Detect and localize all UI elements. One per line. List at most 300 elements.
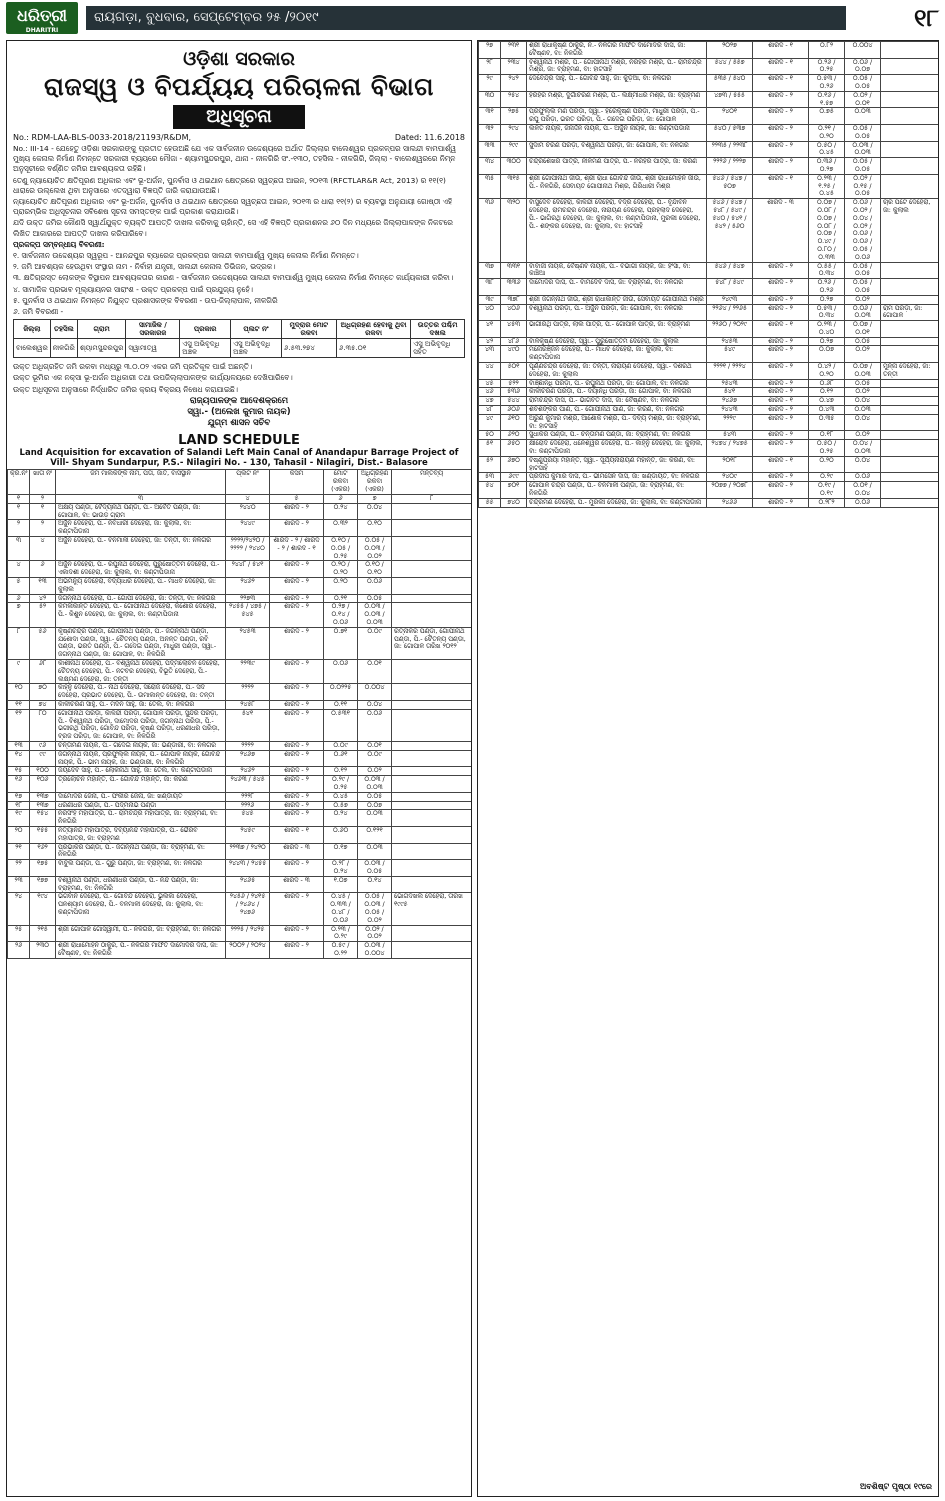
- cell-total: ୦.୧୭: [324, 843, 358, 860]
- cell-kisam: ଶାରଦ - ୧: [753, 321, 809, 338]
- schedule-subtitle: Land Acquisition for excavation of Salandi Left Main Canal of Anandapur Barrage Project of: [19, 447, 459, 458]
- cell-sl: ୪୮: [479, 406, 501, 415]
- table-row: [479, 158, 940, 175]
- notice-paragraph: ଯଦି ଉକ୍ତ ଜମିର କୌଣସି ସ୍ୱାର୍ଥଯୁକ୍ତ ବ୍ୟକ୍ତି ଆପତ୍ତି ଦାଖଲ କରିବାକୁ ଚାହାଁନ୍ତି, ସେ ଏହି ବିଜ୍ଞପ୍ତି ପ୍ରକାଶନର ୬୦ ଦିନ ମଧ୍ୟରେ ଜିଲ୍ଲାପାଳଙ୍କ ନିକଟରେ ଲିଖିତ ଆକାରରେ ଆପତ୍ତି ଦାଖଲ କରିପାରିବେ।: [13, 218, 453, 238]
- cell-owner: ଗୋପୀନାଥ ପରିଡ଼ା, କାଳିନ୍ଦୀ ପରିଡ଼ା, ଗୋପାଳ ପରିଡ଼ା, ସୁନ୍ଦର ପରିଡ଼ା, ପି.- ବିଶ୍ୱନାଥ ପରିଡ଼ା, ଦାମୋଦର ପରିଡ଼ା, ଜଗନ୍ନାଥ ପରିଡ଼ା, ପି.- ଭଗୀରଥି ପରିଡ଼ା, ଗୋବିନ୍ଦ ପରିଡ଼ା, କୃଷ୍ଣ ପରିଡ଼ା, ଧରଣୀଧର ପରିଡ଼ା, ବ୍ରଜ ପରିଡ଼ା, ଜା: ଗୋପାଳ, ବା: ନିଳଗିରି: [56, 709, 226, 741]
- cell-sl: ୧୨: [8, 709, 30, 741]
- notice-paragraph: ନ୍ୟାୟୋଚିତ କ୍ଷତିପୂରଣ ଅଧିକାର ଏବଂ ଭୂ-ଅର୍ଜନ, ପୁନର୍ବାସ ଓ ଥଇଥାନ କ୍ଷେତ୍ରରେ ସ୍ୱଚ୍ଛତା ଆଇନ, ୨୦୧୩ ର ଧାରା ୧୧(୨) ର ବ୍ୟବସ୍ଥା ଅନୁଯାୟୀ ଗୋଷ୍ଠୀ ଏହି ପ୍ରାରମ୍ଭିକ ଅଧିସୂଚନାର ସବିଶେଷ ସୂଚନା ସମସ୍ତଙ୍କ ପାଇଁ ପ୍ରକାଶ କରାଯାଉଛି।: [13, 197, 453, 217]
- cell-rem: [392, 603, 472, 627]
- cell-acq: ୦.୦୫: [358, 594, 392, 603]
- table-row: [479, 379, 940, 388]
- land-table-header: ଉତ୍ତର ପଶ୍ଚିମ ଦଖଲ: [411, 320, 465, 339]
- cell-total: ୦.୩୨: [324, 520, 358, 537]
- cell-total: ୦.୫୦ / ୦.୨୫: [809, 440, 845, 457]
- cell-rem: [881, 440, 940, 457]
- table-row: [8, 741, 472, 750]
- cell-total: ୦.୪୭: [809, 397, 845, 406]
- table-row: [8, 684, 472, 701]
- cell-sl: ୩୯: [479, 295, 501, 304]
- cell-khata: ୨୯୪: [501, 124, 527, 141]
- cell-sl: ୨୨: [8, 860, 30, 877]
- cell-sl: ୪୪: [479, 363, 501, 380]
- ref-date: Dated: 11.6.2018: [394, 133, 465, 142]
- cell-rem: [392, 709, 472, 741]
- cell-rem: [881, 279, 940, 296]
- cell-kisam: ଶାରଦ - ୨: [270, 942, 324, 959]
- cell-khata: ୫୩୬: [501, 388, 527, 397]
- cell-owner: କାଶୀନାଥ ଦେହେରା, ପି.- ବିଶ୍ୱନାଥ ଦେହେରା, ପଦ୍ମଲୋଚନ ଦେହେରା, ଚୈତନ୍ୟ ଦେହେରା, ପି.- ନଟବର ଦେହେରା, ବିଭୂତି ଦେହେରା, ପି.- ଲକ୍ଷ୍ମଣ ଦେହେରା, ଜା: ତନ୍ତୀ: [56, 660, 226, 684]
- cell-rem: [392, 520, 472, 537]
- cell-sl: ୪୫: [479, 379, 501, 388]
- table-row: [479, 363, 940, 380]
- cell-total: ୦.୩୬ / ୦.୨୭: [809, 158, 845, 175]
- cell-owner: ଚିନ୍ତାମଣି ନାୟକ, ପି.- ଗଦେଇ ନାୟକ, ଜା: ଭଣ୍ଡାରୀ, ବା: ନିଳଗିରି: [56, 741, 226, 750]
- notice-point: ୫. ପୁନର୍ବାସ ଓ ଥଇଥାନ ନିମନ୍ତେ ନିଯୁକ୍ତ ପ୍ରଶାସକଙ୍କ ବିବରଣୀ - ଉପ-ଜିଲ୍ଲାପାଳ, ନୀଳଗିରି: [13, 295, 278, 305]
- cell-sl: ୩୬: [479, 199, 501, 262]
- cell-kisam: ଶାରଦ - ୧: [753, 75, 809, 92]
- table-row: [479, 431, 940, 440]
- cell-total: ୦.୨୩ / ୦.୪୦: [809, 321, 845, 338]
- cell-sl: ୩୮: [479, 279, 501, 296]
- schedule-col-number: ୫: [270, 494, 324, 503]
- cell-total: ୦.୫୫ / ୦.୩୪: [809, 262, 845, 279]
- cell-sl: ୧୯: [8, 810, 30, 827]
- cell-acq: ୦.୦୫ / ୦.୦୫: [845, 262, 881, 279]
- schedule-header: ଖାତା ନଂ: [30, 469, 56, 494]
- notice-state: ଓଡ଼ିଶା ସରକାର: [183, 48, 295, 70]
- cell-sl: ୩୨: [479, 124, 501, 141]
- land-table-header: ତହସିଲ: [50, 320, 77, 339]
- cell-owner: ଦାମୋଦର ଜେନା, ପି.- ଫକୀର ଜେନା, ଜା: ଖଣ୍ଡାୟତ: [56, 792, 226, 801]
- cell-total: ୦.୬୧: [324, 750, 358, 767]
- cell-acq: ୦.୦୫ / ୦.୦୫: [845, 124, 881, 141]
- cell-plot: ୨୪୫୩: [226, 627, 270, 659]
- land-table-cell: ୬.୩୫.୦୧: [336, 339, 410, 358]
- cell-rem: [392, 561, 472, 578]
- table-row: [8, 750, 472, 767]
- cell-rem: [881, 295, 940, 304]
- cell-acq: ୦.୦୩: [845, 406, 881, 415]
- cell-acq: ୦.୦୬: [358, 578, 392, 595]
- cell-plot: ୨୦୨୭: [707, 42, 753, 59]
- cell-khata: ୯୯: [30, 750, 56, 767]
- cell-rem: [392, 660, 472, 684]
- cell-khata: ୩୦୦: [501, 158, 527, 175]
- cell-acq: ୦.୦୬ / ୦.୦୨ / ୦.୦୪ / ୦.୦୨ / ୦.୦୬ / ୦.୦୬ / ୦.୦୫ / ୦.୦୬: [845, 199, 881, 262]
- cell-khata: ୨୫୪: [501, 91, 527, 108]
- cell-khata: ୩୭୮: [501, 295, 527, 304]
- cell-total: ୦.୦୬: [324, 660, 358, 684]
- cell-sl: ୪: [8, 561, 30, 578]
- cell-sl: ୬: [8, 594, 30, 603]
- cell-total: ୦.୨୬ / ୦.୨୫: [809, 58, 845, 75]
- cell-khata: ୬୦୬: [501, 406, 527, 415]
- cell-acq: ୦.୦୨ / ୦.୦୨: [358, 925, 392, 942]
- cell-plot: ୨୪୦୯: [707, 473, 753, 482]
- cell-rem: [392, 700, 472, 709]
- cell-sl: ୩୪: [479, 158, 501, 175]
- cell-khata: ୨୩୦: [30, 942, 56, 959]
- cell-plot: ୨୨୬୦ / ୨୦୨୯: [707, 321, 753, 338]
- cell-owner: ନରସିଂହ ମହାପାତ୍ର, ପି.- ରାମଚନ୍ଦ୍ର ମହାପାତ୍ର, ଜା: ବ୍ରାହ୍ମଣ, ବା: ନିଳଗିରି: [56, 810, 226, 827]
- cell-total: ୦.୭୫: [809, 108, 845, 125]
- cell-acq: ୦.୧୦ / ୦.୧୦: [358, 561, 392, 578]
- cell-rem: ଚାରି ପଟେ ଦେହେରା, ଜା: କୁଲାଲ: [881, 199, 940, 262]
- cell-acq: ୦.୦୫ / ୦.୦୩ / ୦.୦୫ / ୦.୦୨: [358, 893, 392, 925]
- table-row: [479, 174, 940, 198]
- table-row: [479, 304, 940, 321]
- table-row: [8, 603, 472, 627]
- cell-sl: ୧୭: [8, 792, 30, 801]
- cell-rem: [392, 810, 472, 827]
- cell-khata: ୩୩୧: [501, 262, 527, 279]
- cell-acq: ୦.୦୫ / ୦.୦୫: [845, 279, 881, 296]
- schedule-header: କ୍ର.ନଂ: [8, 469, 30, 494]
- cell-sl: ୧୩: [8, 741, 30, 750]
- cell-kisam: ଶାରଦ - ୨: [270, 578, 324, 595]
- land-table-cell: ସ୍ୱାମୀତ୍ୱ: [126, 339, 180, 358]
- cell-acq: ୦.୦୫: [845, 337, 881, 346]
- cell-rem: [881, 414, 940, 431]
- cell-plot: ୫୪୯: [707, 346, 753, 363]
- cell-acq: ୦.୧୦: [358, 520, 392, 537]
- cell-kisam: ଶାରଦ - ୨: [270, 520, 324, 537]
- cell-kisam: ଶାରଦ - ୨: [270, 767, 324, 776]
- cell-owner: ଶ୍ରୀ ଗୋପୀନାଥ ଜୀଉ, ଶ୍ରୀ ରାଧା ଗୋବିନ୍ଦ ଜୀଉ, ଶ୍ରୀ ରାଧାମୋହନ ଜୀଉ, ପି.- ନିଳଗିରି, ସେବାୟତ ଗୋପୀନାଥ ମିଶ୍ର, ଗିରିଧାରୀ ମିଶ୍ର: [527, 174, 707, 198]
- cell-total: ୦.୪୫: [324, 792, 358, 801]
- cell-rem: [392, 843, 472, 860]
- cell-acq: ୦.୦୭ / ୦.୦୩: [845, 363, 881, 380]
- table-row: [8, 801, 472, 810]
- cell-acq: ୦.୦୯: [358, 750, 392, 767]
- cell-sl: ୫୧: [479, 440, 501, 457]
- cell-owner: ଅର୍ଜୁନ ଦେହେରା, ପି.- ବନମାଳୀ ଦେହେରା, ଜା: ତନ୍ତୀ, ବା: ନିଳଗିରି: [56, 537, 226, 561]
- cell-owner: ଅକ୍ଷୟ ପଣ୍ଡା, ବୈଦ୍ୟନାଥ ପଣ୍ଡା, ପି.- ଅବୈତ ପଣ୍ଡା, ଜା: ଗୋପାଳ, ବା: ଭାଉଡ଼ ଗ୍ରାମ: [56, 503, 226, 520]
- cell-acq: ୦.୦୫: [845, 379, 881, 388]
- signature-designation: ଯୁଗ୍ମ ଶାସନ ସଚିବ: [207, 417, 271, 428]
- cell-kisam: ଶାରଦ - ୨: [753, 108, 809, 125]
- cell-khata: ୭୪: [30, 700, 56, 709]
- cell-rem: [881, 379, 940, 388]
- dateline: ରାୟଗଡ଼ା, ବୁଧବାର, ସେପ୍ଟେମ୍ବର ୨୫ /୨୦୧୯: [86, 6, 846, 30]
- table-row: [8, 561, 472, 578]
- cell-total: ୦.୧୮: [809, 431, 845, 440]
- cell-plot: ୨୪୬୬: [707, 498, 753, 507]
- cell-plot: ୫୪୧: [226, 709, 270, 741]
- cell-sl: ୨: [8, 520, 30, 537]
- cell-kisam: ଶାରଦ - ୨: [270, 700, 324, 709]
- cell-sl: ୯: [8, 660, 30, 684]
- table-row: [8, 942, 472, 959]
- table-row: [479, 473, 940, 482]
- ref-number: No.: RDM-LAA-BLS-0033-2018/21193/R&DM,: [13, 133, 192, 142]
- cell-plot: ୫୪୦ / ୫୩୭: [707, 124, 753, 141]
- notice-point: ୧. ସାର୍ବଜନୀନ ଉଦ୍ଦେଶ୍ୟର ସ୍ୱରୂପ - ଆନନ୍ଦପୁର ବ୍ୟାରେଜ ପ୍ରକଳ୍ପର ସାଲନ୍ଦୀ ବାମପାର୍ଶ୍ୱ ମୁଖ୍ୟ କେନାଲ ନିର୍ମାଣ ନିମନ୍ତେ।: [13, 251, 359, 261]
- schedule-header: ପ୍ଲଟ ନଂ: [226, 469, 270, 494]
- cell-kisam: ଶାରଦ - ୨: [270, 660, 324, 684]
- table-row: [8, 578, 472, 595]
- cell-plot: ୨୪୪୩: [707, 406, 753, 415]
- cell-plot: ୫୪୮ / ୫୪୯: [707, 279, 753, 296]
- cell-plot: ୨୪୫୬ / ୨୪୧୫ / ୨୪୬୪ / ୨୪୭୬: [226, 893, 270, 925]
- cell-owner: କ୍ଷୀରୋଦ ଦେହେରା, ଧନେଶ୍ୱର ଦେହେରା, ପି.- କାହ୍ନୁ ଦେହେରା, ଜା: କୁଲାଲ, ବା: କଣ୍ଟାପିଡାନା: [527, 440, 707, 457]
- cell-plot: ୨୪୪୦: [226, 503, 270, 520]
- cell-sl: ୧୮: [8, 801, 30, 810]
- cell-sl: ୧୦: [8, 684, 30, 701]
- cell-plot: ୨୨୨୯: [707, 414, 753, 431]
- table-row: [479, 397, 940, 406]
- land-table-cell: ନୀଳଗିରି: [50, 339, 77, 358]
- cell-kisam: ଶାରଦ - ୨: [753, 262, 809, 279]
- cell-acq: ୦.୦୬: [358, 709, 392, 741]
- cell-acq: ୦.୦୨ / ୦.୦୧: [845, 91, 881, 108]
- land-schedule-table-left: [7, 469, 472, 959]
- page-number: ୧୮: [913, 4, 939, 32]
- cell-sl: ୫୫: [479, 498, 501, 507]
- cell-khata: ୨୩୪: [501, 58, 527, 75]
- cell-plot: ୨୨୩୯: [226, 660, 270, 684]
- cell-owner: ଶିବଶଙ୍କର ପାଣି, ପି.- ଗୋପୀନାଥ ପାଣି, ଜା: କରଣ, ବା: ନିଳଗିରି: [527, 406, 707, 415]
- cell-rem: [392, 876, 472, 893]
- cell-sl: ୪୩: [479, 346, 501, 363]
- cell-owner: ଦାମୋଦର ଦାସ, ପି.- ବାମଦେବ ଦାସ, ଜା: ବ୍ରାହ୍ମଣ, ବା: ନିଳଗିରି: [527, 279, 707, 296]
- table-row: [479, 124, 940, 141]
- cell-kisam: ଶାରଦ - ୨: [270, 860, 324, 877]
- cell-rem: [881, 388, 940, 397]
- cell-rem: [881, 321, 940, 338]
- cell-sl: ୨୦: [8, 826, 30, 843]
- cell-owner: ସୁଦାମ ଚରଣ ପରିଡ଼ା, ବିଶ୍ୱନାଥ ପରିଡ଼ା, ଜା: ଗୋପାଳ, ବା: ନିଳଗିରି: [527, 141, 707, 158]
- cell-owner: ଅର୍ଜୁନ ଦେହେରା, ପି.- ରଘୁନାଥ ଦେହେରା, ପୁରୁଷୋତ୍ତମ ଦେହେରା, ପି.- ଏକାଦଶୀ ଦେହେରା, ଜା: କୁଲାଲ, ବା: କଣ୍ଟାପିଡାନା: [56, 561, 226, 578]
- cell-acq: ୦.୦୦୪: [845, 42, 881, 59]
- cell-kisam: ଶାରଦ - ୧: [753, 456, 809, 473]
- cell-owner: ପ୍ରଭାକର ପଣ୍ଡା, ପି.- ଜଗନ୍ନାଥ ପଣ୍ଡା, ଜା: ବ୍ରାହ୍ମଣ, ବା: ନିଳଗିରି: [56, 843, 226, 860]
- cell-khata: ୧୦୬: [30, 776, 56, 793]
- cell-owner: ରାମଚନ୍ଦ୍ର ଦାସ, ପି.- ଭାଗବତ ଦାସ, ଜା: ବୈଷ୍ଣବ, ବା: ନିଳଗିରି: [527, 397, 707, 406]
- cell-acq: ୦.୦୪: [845, 414, 881, 431]
- cell-total: ୦.୧୦ / ୦.୦୫ / ୦.୨୫: [324, 537, 358, 561]
- notice-line: ଉକ୍ତ ଭୂମିର ଏକ ନକ୍ସା ଭୂ-ଅର୍ଜନ ଅଧିକାରୀ ତଥା ଉପଜିଲ୍ଲାପାଳଙ୍କ କାର୍ଯ୍ୟାଳୟରେ ଦେଖିପାରିବେ।: [13, 373, 293, 383]
- table-row: [479, 498, 940, 507]
- cell-rem: [392, 684, 472, 701]
- cell-khata: ୪୮୬: [501, 337, 527, 346]
- cell-plot: ୨୨୨୨/୨୪୨୦ / ୨୨୨୨ / ୨୪୪୦: [226, 537, 270, 561]
- cell-plot: ୪୭୩ / ୫୫୫: [707, 91, 753, 108]
- land-table-cell: ବାଲେଶ୍ୱର: [14, 339, 51, 358]
- cell-acq: ୦.୦୨: [845, 346, 881, 363]
- table-row: [479, 321, 940, 338]
- cell-acq: ୦.୦୩ / ୦.୦୦୪: [358, 942, 392, 959]
- cell-kisam: ଶାରଦ - ୨: [270, 603, 324, 627]
- signature-name: ସ୍ୱା.- (ଅଲେଖ କୁମାର ନାୟକ): [187, 406, 291, 417]
- cell-owner: ବାଞ୍ଛାନିଧି ପରିଡ଼ା, ପି.- ରଘୁନାଥ ପରିଡ଼ା, ଜା: ଗୋପାଳ, ବା: ନିଳଗିରି: [527, 379, 707, 388]
- cell-total: ୦.୨୪: [324, 810, 358, 827]
- cell-kisam: ଶାରଦ - ୨: [753, 304, 809, 321]
- cell-sl: ୧୧: [8, 700, 30, 709]
- cell-kisam: ଶାରଦ - ୨: [270, 810, 324, 827]
- cell-owner: ଲଳିତ ନାୟକ, ଜନାର୍ଦ୍ଦନ ନାୟକ, ପି.- ଅର୍ଜୁନ ନାୟକ, ଜା: କଣ୍ଟାପିଡାନା: [527, 124, 707, 141]
- cell-total: ୦.୧୬ / ୧.୫୭: [809, 91, 845, 108]
- cell-khata: ୮୦: [30, 709, 56, 741]
- cell-plot: ୨୨୨୨: [226, 684, 270, 701]
- cell-plot: ୨୨୨୨: [226, 741, 270, 750]
- cell-acq: ୦.୦୬ / ୦.୦୭: [845, 58, 881, 75]
- cell-sl: ୩୩: [479, 141, 501, 158]
- land-table-cell: ଏସୁ ଅଭିବୃଦ୍ଧି ଅଞ୍ଚଳ: [231, 339, 282, 358]
- cell-plot: ୨୪୭୪ / ୨୪୭୫: [707, 440, 753, 457]
- schedule-title: LAND SCHEDULE: [178, 432, 300, 448]
- cell-owner: ପୂର୍ଣ୍ଣଚନ୍ଦ୍ର ଦେହେରା, ଜା: ତନ୍ତୀ, ନାରାୟଣ ଦେହେରା, ସ୍ୱା.- ଦଶରଥ ଦେହେରା, ଜା: କୁଲାଲ: [527, 363, 707, 380]
- cell-owner: ଅର୍ଜୁନ ଦେହେରା, ପି.- ନବଧାରୀ ଦେହେରା, ଜା: କୁଲାଲ, ବା: କଣ୍ଟାପିଡାନା: [56, 520, 226, 537]
- cell-plot: ୨୦୦୨ / ୨୦୨୪: [226, 942, 270, 959]
- newspaper-logo: ଧରିତ୍ରୀ DHARITRI: [6, 2, 78, 34]
- cell-owner: ବିଶ୍ୱନାଥ ପରିଡ଼ା, ପି.- ଅର୍ଜୁନ ପରିଡ଼ା, ଜା: ଗୋପାଳ, ବା: ନିଳଗିରି: [527, 304, 707, 321]
- cell-acq: ୦.୦୫: [358, 792, 392, 801]
- cell-total: ୦.୪୫ / ୦.୩୩ / ୦.୪୮ / ୦.୦୬: [324, 893, 358, 925]
- cell-acq: ୦.୦୪: [845, 456, 881, 473]
- cell-rem: [392, 801, 472, 810]
- land-table-cell: ଶ୍ୟାମସୁନ୍ଦରପୁର: [77, 339, 126, 358]
- cell-rem: [881, 158, 940, 175]
- cell-total: ୦.୨୮୨: [809, 498, 845, 507]
- notice-body: [7, 142, 471, 317]
- cell-sl: ୫: [8, 578, 30, 595]
- table-row: [479, 295, 940, 304]
- cell-total: ୧.୦୭: [324, 876, 358, 893]
- table-row: [8, 860, 472, 877]
- land-table-header: ଜିଲ୍ଲା: [14, 320, 51, 339]
- cell-acq: ୦.୦୪: [358, 700, 392, 709]
- cell-rem: [392, 750, 472, 767]
- cell-kisam: ଶାରଦ - ୨: [270, 594, 324, 603]
- cell-kisam: ଶାରଦ - ୨: [753, 124, 809, 141]
- cell-rem: [392, 942, 472, 959]
- cell-total: ୦.୦୯: [324, 741, 358, 750]
- cell-total: ୦.୨୯ / ୦.୨୫: [324, 776, 358, 793]
- cell-sl: ୨୩: [8, 876, 30, 893]
- cell-total: ୦.୨୯: [809, 473, 845, 482]
- cell-total: ୦.୨୧ / ୦.୨୦: [809, 124, 845, 141]
- schedule-header: ଜମି ମାଲିକଙ୍କ ନାମ, ପିତା, ଜାତି, ବାସସ୍ଥାନ: [56, 469, 226, 494]
- cell-khata: ୨୭୫: [501, 108, 527, 125]
- cell-sl: ୫୩: [479, 473, 501, 482]
- cell-rem: [392, 578, 472, 595]
- right-column: [477, 40, 939, 1497]
- cell-khata: ୪୦୬: [501, 304, 527, 321]
- cell-khata: ୧୭୫: [30, 860, 56, 877]
- table-row: [479, 456, 940, 473]
- cell-rem: ଭୋଗଦଖଲ ଦେହେରା, ତାରିଖ ୧୯୯୫: [392, 893, 472, 925]
- cell-khata: ୩୧୫: [501, 174, 527, 198]
- cell-kisam: ଶାରଦ - ୨: [753, 141, 809, 158]
- cell-owner: ଭଗବାନ ଦେହେରା, ପି.- ଗୋବିନ୍ଦ ଦେହେରା, ଭୁଲିକା ଦେହେରା, ଘନଶ୍ୟାମ ଦେହେରା, ପି.- ବନମାଳୀ ଦେହେରା, ଜା: କୁଲାଲ, ବା: କଣ୍ଟାପିଡାନା: [56, 893, 226, 925]
- cell-sl: ୮: [8, 627, 30, 659]
- cell-owner: କମଳାକାନ୍ତ ଦେହେରା, ପି.- ଗୋପୀନାଥ ଦେହେରା, କିଶୋର ଦେହେରା, ପି.- କିଶୁନ ଦେହେରା, ଜା: କୁଲାଲ, ବା: କଣ୍ଟାପିଡାନା: [56, 603, 226, 627]
- cell-khata: ୫୨: [30, 603, 56, 627]
- notice-paragraph: ପ୍ରକଳ୍ପ ସମ୍ବନ୍ଧୀୟ ବିବରଣୀ:: [13, 239, 105, 249]
- table-row: [8, 876, 472, 893]
- cell-rem: [392, 767, 472, 776]
- land-table-cell: ଏସୁ ଅଭିବୃଦ୍ଧି ଅଞ୍ଚଳ: [180, 339, 231, 358]
- cell-plot: ୫୪୫: [226, 810, 270, 827]
- cell-total: ୦.୫୩୧: [324, 709, 358, 741]
- table-row: [479, 42, 940, 59]
- cell-sl: ୫୨: [479, 456, 501, 473]
- cell-kisam: ଶାରଦ - ୧: [753, 58, 809, 75]
- cell-kisam: ଶାରଦ - ୧: [270, 826, 324, 843]
- cell-acq: ୦.୦୩: [358, 843, 392, 860]
- cell-rem: [881, 473, 940, 482]
- cell-total: ୦.୮୨: [809, 42, 845, 59]
- cell-acq: ୦.୧୨୧: [358, 826, 392, 843]
- cell-sl: ୪୯: [479, 414, 501, 431]
- cell-kisam: ଶାରଦ - ୨: [270, 776, 324, 793]
- cell-total: ୦.୦୨୨୫: [324, 684, 358, 701]
- cell-kisam: ଶାରଦ - ୨: [753, 158, 809, 175]
- notice-department: ରାଜସ୍ୱ ଓ ବିପର୍ଯ୍ୟୟ ପରିଚାଳନା ବିଭାଗ: [44, 72, 434, 101]
- cell-acq: ୦.୦୨: [845, 295, 881, 304]
- cell-plot: ୨୨୨୬ / ୨୨୨୭: [707, 158, 753, 175]
- cell-khata: ୬୮: [30, 660, 56, 684]
- cell-khata: ୯୬: [30, 741, 56, 750]
- cell-plot: ୫୩୫ / ୫୪୦: [707, 75, 753, 92]
- cell-acq: ୦.୦୬: [845, 473, 881, 482]
- cell-sl: ୧୫: [8, 767, 30, 776]
- cell-rem: [881, 406, 940, 415]
- cell-owner: ଗୋପାଳ ଚନ୍ଦ୍ର ପଣ୍ଡା, ପି.- ବନମାଳୀ ପଣ୍ଡା, ଜା: ବ୍ରାହ୍ମଣ, ବା: ନିଳଗିରି: [527, 482, 707, 499]
- cell-khata: ୧୫୫: [30, 826, 56, 843]
- cell-acq: ୦.୦୭ / ୦.୦୧: [845, 321, 881, 338]
- cell-total: ୦.୫୯ / ୦.୨୨: [324, 942, 358, 959]
- table-row: [479, 414, 940, 431]
- cell-kisam: ଶାରଦ - ୨: [753, 440, 809, 457]
- cell-khata: ୬୭୦: [501, 456, 527, 473]
- table-row: [8, 709, 472, 741]
- cell-plot: ୫୪୬ / ୫୪୭ / ୫୦୭: [707, 174, 753, 198]
- cell-sl: ୪୦: [479, 304, 501, 321]
- cell-kisam: ଶାରଦ - ୨: [270, 750, 324, 767]
- cell-total: ୦.୫୦ / ୦.୪୫: [809, 141, 845, 158]
- land-table-header: ପ୍ରକାର: [180, 320, 231, 339]
- cell-khata: ୫୨୨: [501, 379, 527, 388]
- cell-total: ୦.୨୪: [324, 503, 358, 520]
- cell-acq: ୦.୦୯: [358, 627, 392, 659]
- cell-sl: ୪୨: [479, 337, 501, 346]
- schedule-col-number: ୪: [226, 494, 270, 503]
- cell-khata: ୧୬୨: [30, 843, 56, 860]
- cell-khata: ୨୪୨: [501, 75, 527, 92]
- table-row: [479, 482, 940, 499]
- cell-khata: ୨୧୫: [30, 925, 56, 942]
- cell-total: ୦.୨୭: [809, 295, 845, 304]
- cell-owner: ସୁଧାକର ପଣ୍ଡା, ପି.- ଚିନ୍ତାମଣି ପଣ୍ଡା, ଜା: ବ୍ରାହ୍ମଣ, ବା: ନିଳଗିରି: [527, 431, 707, 440]
- cell-sl: ୩୭: [479, 262, 501, 279]
- cell-khata: ୬୧୦: [501, 414, 527, 431]
- cell-acq: ୦.୦୫ / ୦.୦୫: [845, 75, 881, 92]
- cell-rem: [392, 741, 472, 750]
- cell-plot: ୨୪୪୮ / ୫୪୧: [226, 561, 270, 578]
- cell-total: ୦.୫୭: [324, 801, 358, 810]
- cell-plot: ୨୪୬୩ / ୫୪୫: [226, 776, 270, 793]
- cell-khata: ୧୭୭: [30, 876, 56, 893]
- cell-total: ୦.୨୩ / ୦.୨୯: [324, 925, 358, 942]
- cell-kisam: ଶାରଦ - ୨: [270, 925, 324, 942]
- cell-acq: ୦.୦୧ / ୦.୦୪: [845, 482, 881, 499]
- cell-owner: ଧରଣୀଧର ପଣ୍ଡା, ପି.- ପଦ୍ମନାଭ ପଣ୍ଡା: [56, 801, 226, 810]
- table-row: [479, 108, 940, 125]
- table-row: [479, 58, 940, 75]
- cell-owner: ଅଭିମନ୍ୟୁ ଦେହେରା, ବିଦ୍ୟାଧର ଦେହେରା, ପି.- ମାଧବ ଦେହେରା, ଜା: କୁଲାଲ: [56, 578, 226, 595]
